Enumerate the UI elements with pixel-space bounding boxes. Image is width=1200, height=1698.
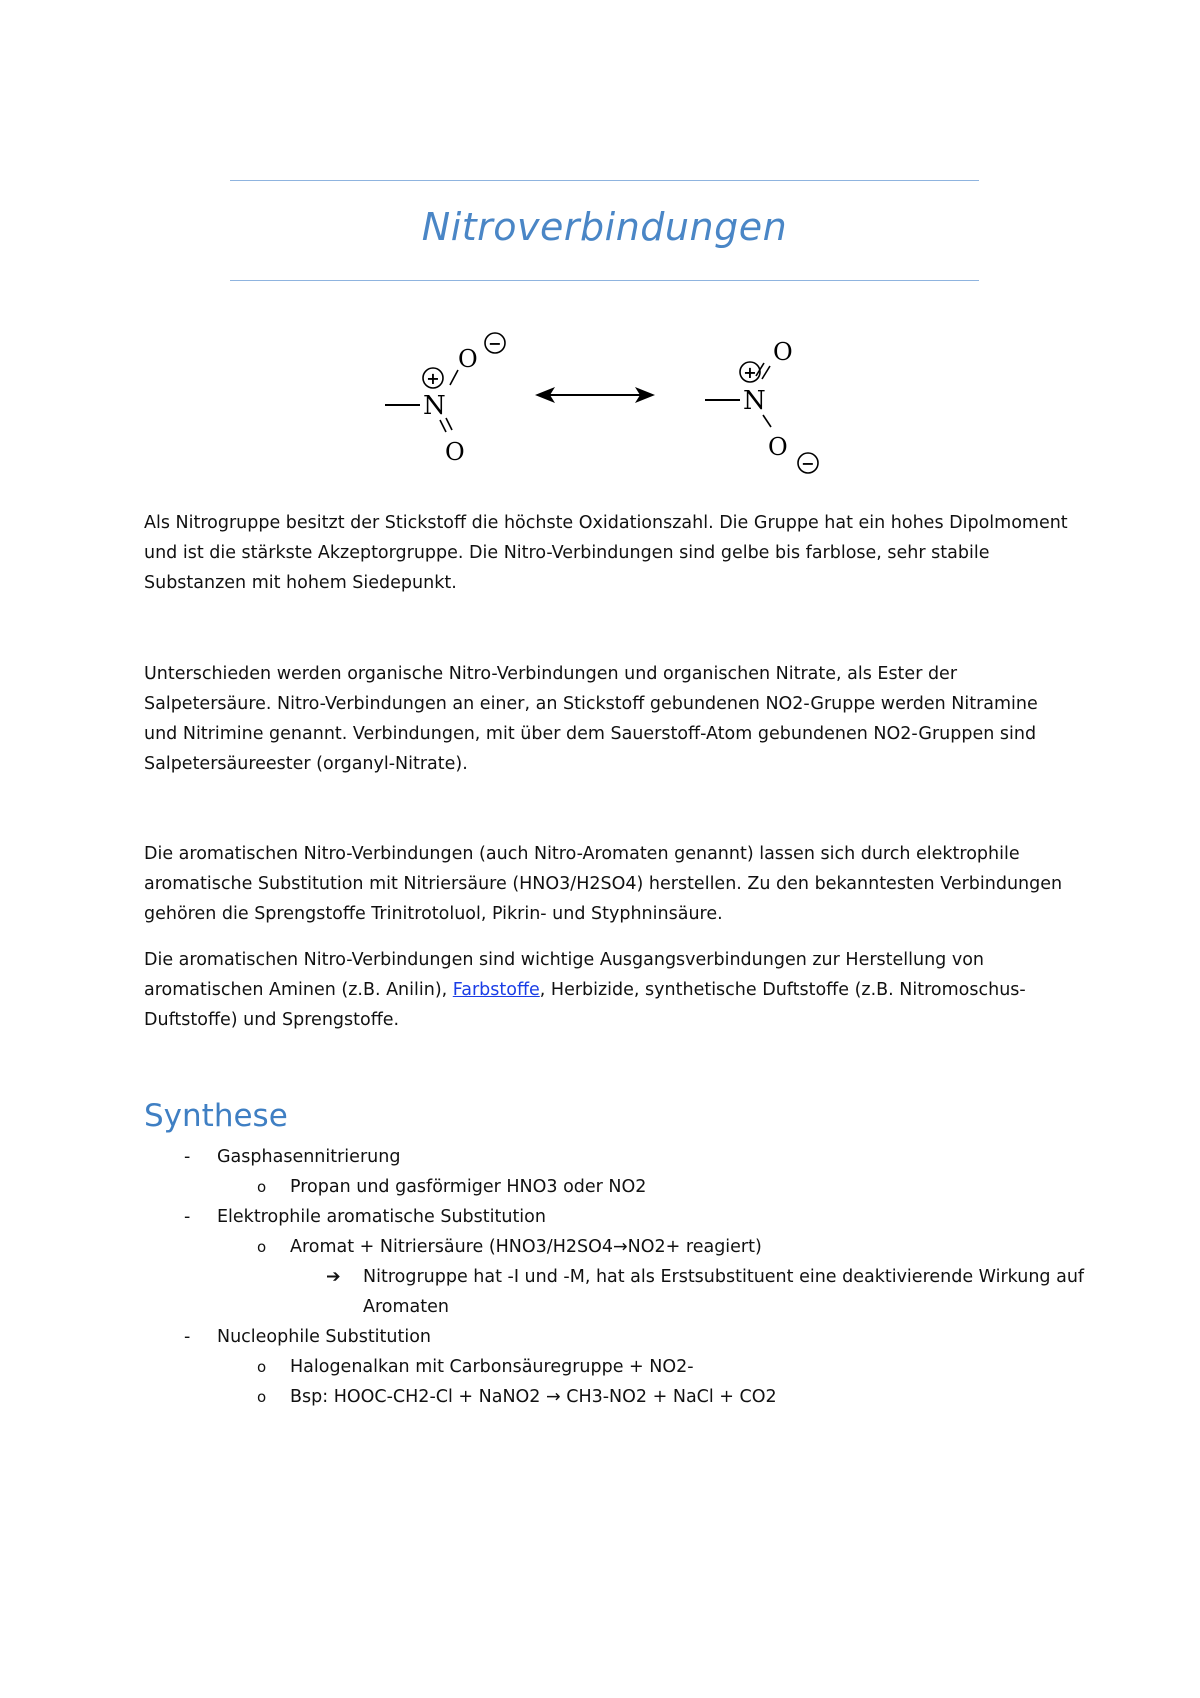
right-oxygen-top-label: O — [773, 338, 793, 366]
left-double-bond-a — [440, 420, 446, 432]
paragraph-text: Als Nitrogruppe besitzt der Stickstoff die höchste Oxidationszahl. Die Gruppe hat ein hohes Dipolmoment und ist die stärkste Akzeptorgruppe. Die Nitro-Verbindungen sind gelbe bis farblose, sehr stabile Substanzen mit hohem Siedepunkt. — [144, 513, 1068, 593]
right-single-bond — [763, 415, 771, 427]
paragraph-text: Die aromatischen Nitro-Verbindungen (auch Nitro-Aromaten genannt) lassen sich durch elektrophile aromatische Substitution mit Nitriersäure (HNO3/H2SO4) herstellen. Zu den bekanntesten Verbindungen gehören die Sprengstoffe Trinitrotoluol, Pikrin- und Styphninsäure. — [144, 844, 1063, 924]
nitro-resonance-structure — [370, 320, 840, 480]
list-item — [144, 1172, 1143, 1202]
list-item — [144, 1202, 1143, 1232]
list-item — [144, 1232, 1143, 1262]
list-item-text: Halogenalkan mit Carbonsäuregruppe + NO2- — [290, 1357, 694, 1377]
circle-bullet: o — [257, 1358, 267, 1376]
synthese-list — [144, 1142, 1143, 1412]
right-double-bond-b — [762, 366, 770, 379]
list-item — [144, 1382, 1143, 1412]
paragraph-uses-text-before: Die aromatischen Nitro-Verbindungen sind wichtige Ausgangsverbindungen zur Herstellung von aromatischen Aminen (z.B. Anilin), — [144, 950, 985, 1000]
paragraph-text: Unterschieden werden organische Nitro-Verbindungen und organischen Nitrate, als Ester der Salpetersäure. Nitro-Verbindungen an einer, an Stickstoff gebundenen NO2-Gruppe werden Nitramine und Nitrimine genannt. Verbindungen, mit über dem Sauerstoff-Atom gebundenen NO2-Gruppen sind Salpetersäureester (organyl-Nitrate). — [144, 664, 1038, 774]
list-item-text: Elektrophile aromatische Substitution — [217, 1207, 546, 1227]
farbstoffe-link[interactable]: Farbstoffe — [452, 980, 540, 1000]
title-rule-bottom — [230, 280, 979, 281]
right-nitrogen-label: N — [743, 386, 766, 416]
list-item-text: Aromat + Nitriersäure (HNO3/H2SO4→NO2+ reagiert) — [290, 1237, 762, 1257]
dash-bullet: - — [184, 1207, 191, 1227]
dash-bullet: - — [184, 1147, 191, 1167]
list-item — [144, 1142, 1143, 1172]
list-item-text: Propan und gasförmiger HNO3 oder NO2 — [290, 1177, 647, 1197]
paragraph-text — [144, 945, 1069, 1035]
paragraph-nitrate-types — [144, 659, 1069, 779]
list-item — [144, 1322, 1143, 1352]
list-item-text: Nitrogruppe hat -I und -M, hat als Erstsubstituent eine deaktivierende Wirkung auf Aromaten — [363, 1267, 1085, 1317]
left-nitrogen-label: N — [423, 391, 446, 421]
left-double-bond-b — [446, 418, 452, 430]
list-item — [144, 1262, 1143, 1322]
left-oxygen-bottom-label: O — [445, 438, 465, 466]
paragraph-intro — [144, 508, 1069, 598]
dash-bullet: - — [184, 1327, 191, 1347]
paragraph-uses-text-after: , Herbizide, synthetische Duftstoffe (z.B. Nitromoschus-Duftstoffe) und Sprengstoffe. — [144, 980, 1026, 1030]
circle-bullet: o — [257, 1388, 267, 1406]
paragraph-uses — [144, 945, 1069, 1035]
resonance-arrow-icon — [535, 387, 655, 403]
right-plus-sign: + — [743, 363, 757, 382]
left-minus-sign: − — [488, 334, 502, 353]
arrow-bullet-icon: ➔ — [326, 1267, 341, 1287]
section-heading-synthese: Synthese — [144, 1098, 288, 1134]
right-oxygen-bottom-label: O — [768, 433, 788, 461]
circle-bullet: o — [257, 1178, 267, 1196]
paragraph-aromatic — [144, 839, 1069, 929]
list-item-text: Gasphasennitrierung — [217, 1147, 401, 1167]
left-plus-sign: + — [426, 369, 440, 388]
title-rule-top — [230, 180, 979, 181]
page-title: Nitroverbindungen — [421, 205, 788, 249]
circle-bullet: o — [257, 1238, 267, 1256]
right-minus-sign: − — [801, 454, 815, 473]
list-item-text: Nucleophile Substitution — [217, 1327, 432, 1347]
left-oxygen-top-label: O — [458, 345, 478, 373]
left-single-bond — [450, 370, 458, 385]
list-item-text: Bsp: HOOC-CH2-Cl + NaNO2 → CH3-NO2 + NaCl + CO2 — [290, 1387, 777, 1407]
list-item — [144, 1352, 1143, 1382]
